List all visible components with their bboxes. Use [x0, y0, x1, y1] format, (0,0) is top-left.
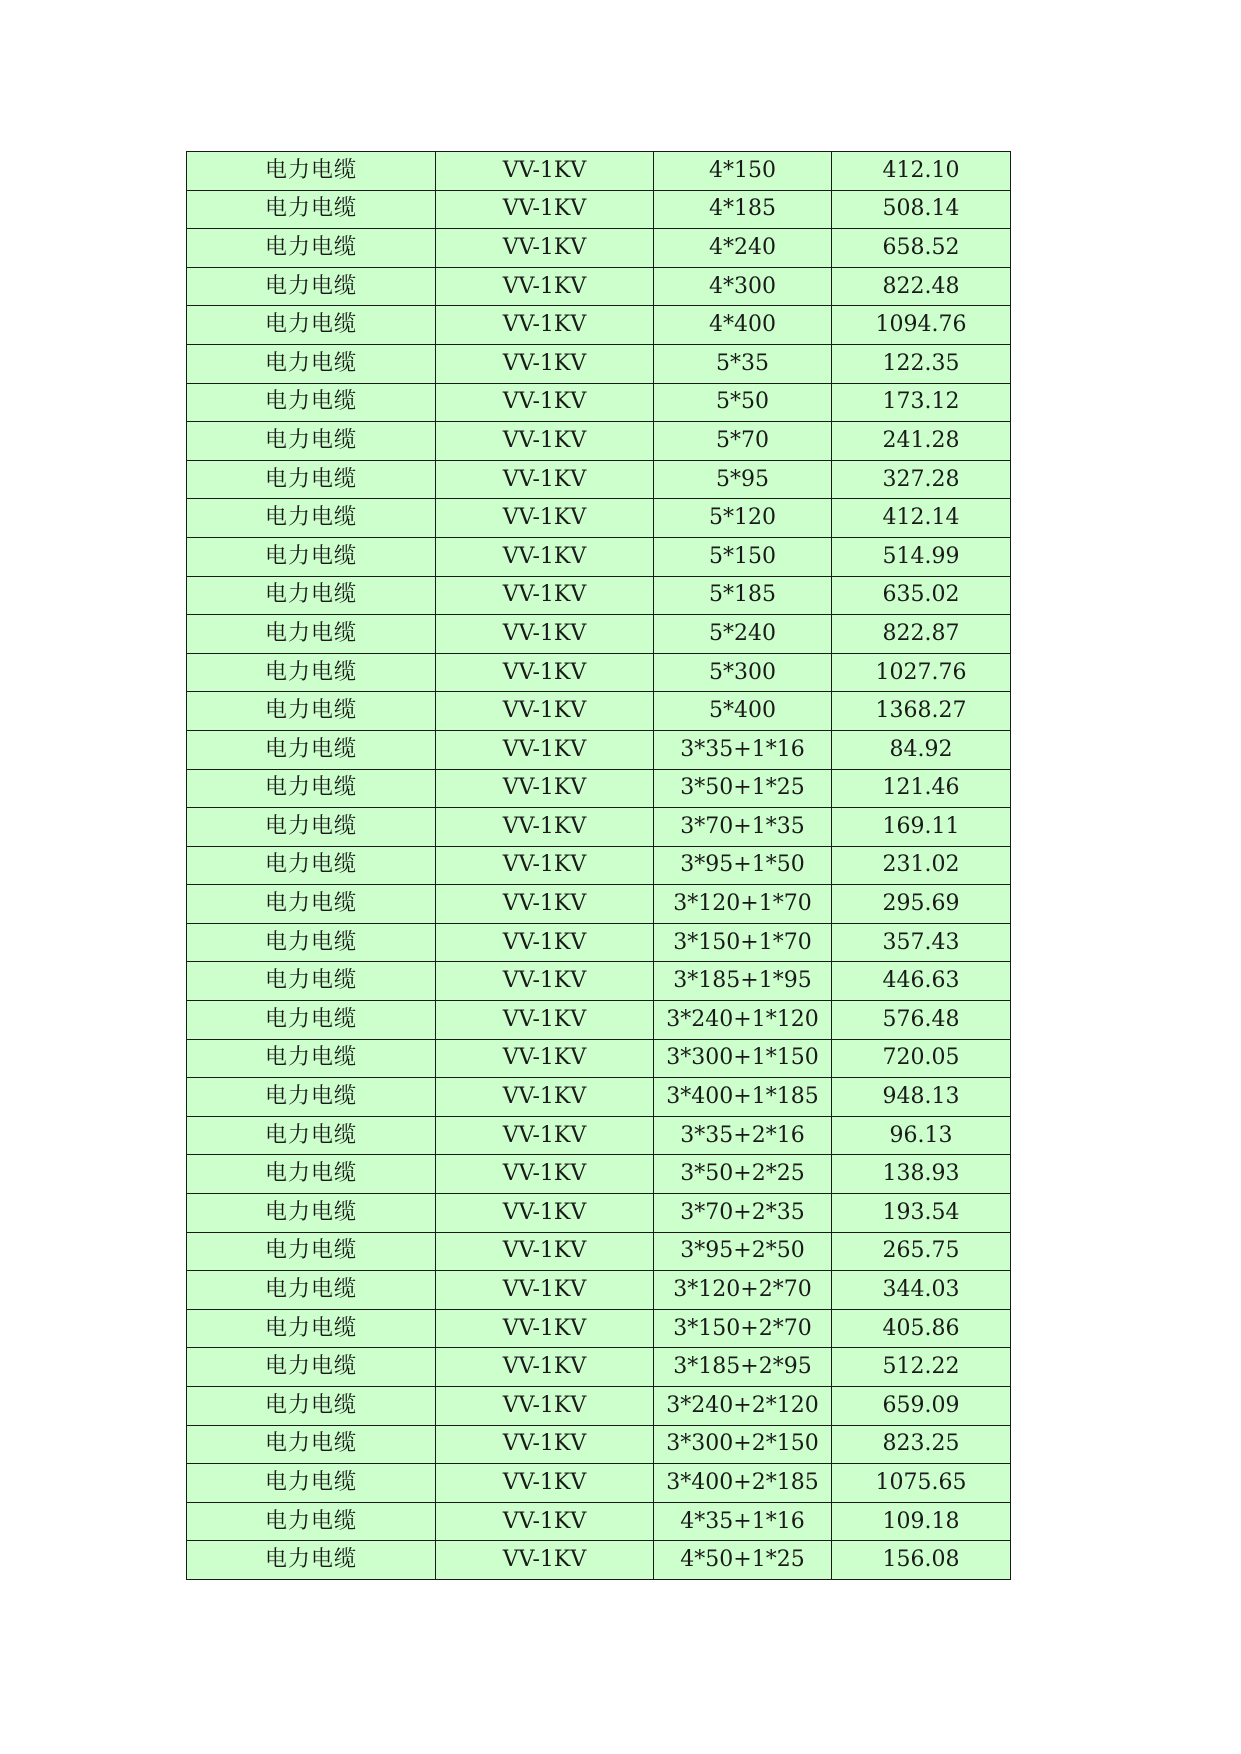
product-name-cell: 电力电缆	[187, 229, 436, 268]
table-row	[187, 306, 1011, 345]
product-name-cell: 电力电缆	[187, 1502, 436, 1541]
spec-cell: 3*400+1*185	[654, 1078, 832, 1117]
model-cell: VV-1KV	[436, 344, 654, 383]
product-name-cell: 电力电缆	[187, 576, 436, 615]
spec-cell: 3*35+1*16	[654, 730, 832, 769]
model-cell: VV-1KV	[436, 1425, 654, 1464]
table-row	[187, 653, 1011, 692]
model-cell: VV-1KV	[436, 1464, 654, 1503]
table-row	[187, 537, 1011, 576]
spec-cell: 5*150	[654, 537, 832, 576]
model-cell: VV-1KV	[436, 1116, 654, 1155]
table-row	[187, 885, 1011, 924]
price-cell: 1368.27	[832, 692, 1011, 731]
spec-cell: 3*70+1*35	[654, 808, 832, 847]
price-cell: 156.08	[832, 1541, 1011, 1580]
spec-cell: 3*120+1*70	[654, 885, 832, 924]
table-row	[187, 1194, 1011, 1233]
model-cell: VV-1KV	[436, 653, 654, 692]
price-cell: 720.05	[832, 1039, 1011, 1078]
spec-cell: 4*185	[654, 190, 832, 229]
product-name-cell: 电力电缆	[187, 267, 436, 306]
model-cell: VV-1KV	[436, 383, 654, 422]
product-name-cell: 电力电缆	[187, 152, 436, 191]
product-name-cell: 电力电缆	[187, 692, 436, 731]
product-name-cell: 电力电缆	[187, 923, 436, 962]
spec-cell: 3*300+2*150	[654, 1425, 832, 1464]
product-name-cell: 电力电缆	[187, 1116, 436, 1155]
spec-cell: 3*150+1*70	[654, 923, 832, 962]
price-cell: 193.54	[832, 1194, 1011, 1233]
spec-cell: 3*240+1*120	[654, 1001, 832, 1040]
model-cell: VV-1KV	[436, 1194, 654, 1233]
price-cell: 173.12	[832, 383, 1011, 422]
product-name-cell: 电力电缆	[187, 1348, 436, 1387]
table-row	[187, 1425, 1011, 1464]
product-name-cell: 电力电缆	[187, 808, 436, 847]
model-cell: VV-1KV	[436, 615, 654, 654]
product-name-cell: 电力电缆	[187, 730, 436, 769]
table-row	[187, 267, 1011, 306]
cable-price-table	[186, 151, 1011, 1580]
spec-cell: 3*95+2*50	[654, 1232, 832, 1271]
product-name-cell: 电力电缆	[187, 1271, 436, 1310]
price-cell: 635.02	[832, 576, 1011, 615]
product-name-cell: 电力电缆	[187, 962, 436, 1001]
spec-cell: 5*35	[654, 344, 832, 383]
price-cell: 295.69	[832, 885, 1011, 924]
model-cell: VV-1KV	[436, 537, 654, 576]
product-name-cell: 电力电缆	[187, 190, 436, 229]
table-row	[187, 460, 1011, 499]
table-row	[187, 152, 1011, 191]
table-row	[187, 1271, 1011, 1310]
spec-cell: 5*240	[654, 615, 832, 654]
price-cell: 1027.76	[832, 653, 1011, 692]
price-cell: 231.02	[832, 846, 1011, 885]
table-row	[187, 730, 1011, 769]
price-cell: 1094.76	[832, 306, 1011, 345]
price-cell: 823.25	[832, 1425, 1011, 1464]
spec-cell: 5*50	[654, 383, 832, 422]
price-cell: 122.35	[832, 344, 1011, 383]
spec-cell: 3*50+1*25	[654, 769, 832, 808]
model-cell: VV-1KV	[436, 306, 654, 345]
product-name-cell: 电力电缆	[187, 1425, 436, 1464]
spec-cell: 3*70+2*35	[654, 1194, 832, 1233]
model-cell: VV-1KV	[436, 1001, 654, 1040]
product-name-cell: 电力电缆	[187, 615, 436, 654]
spec-cell: 4*50+1*25	[654, 1541, 832, 1580]
product-name-cell: 电力电缆	[187, 1387, 436, 1426]
price-cell: 241.28	[832, 422, 1011, 461]
table-row	[187, 1001, 1011, 1040]
model-cell: VV-1KV	[436, 846, 654, 885]
model-cell: VV-1KV	[436, 499, 654, 538]
table-row	[187, 1348, 1011, 1387]
spec-cell: 4*300	[654, 267, 832, 306]
spec-cell: 3*240+2*120	[654, 1387, 832, 1426]
table-row	[187, 576, 1011, 615]
price-cell: 822.87	[832, 615, 1011, 654]
model-cell: VV-1KV	[436, 460, 654, 499]
price-cell: 169.11	[832, 808, 1011, 847]
spec-cell: 3*35+2*16	[654, 1116, 832, 1155]
model-cell: VV-1KV	[436, 1309, 654, 1348]
model-cell: VV-1KV	[436, 1078, 654, 1117]
table-row	[187, 1309, 1011, 1348]
model-cell: VV-1KV	[436, 190, 654, 229]
table-row	[187, 962, 1011, 1001]
price-cell: 84.92	[832, 730, 1011, 769]
price-cell: 822.48	[832, 267, 1011, 306]
price-cell: 446.63	[832, 962, 1011, 1001]
product-name-cell: 电力电缆	[187, 769, 436, 808]
model-cell: VV-1KV	[436, 1387, 654, 1426]
spec-cell: 5*300	[654, 653, 832, 692]
model-cell: VV-1KV	[436, 885, 654, 924]
price-cell: 658.52	[832, 229, 1011, 268]
price-cell: 138.93	[832, 1155, 1011, 1194]
model-cell: VV-1KV	[436, 1155, 654, 1194]
table-row	[187, 808, 1011, 847]
price-cell: 121.46	[832, 769, 1011, 808]
table-row	[187, 1502, 1011, 1541]
model-cell: VV-1KV	[436, 923, 654, 962]
price-cell: 512.22	[832, 1348, 1011, 1387]
price-cell: 405.86	[832, 1309, 1011, 1348]
table-row	[187, 1232, 1011, 1271]
model-cell: VV-1KV	[436, 692, 654, 731]
model-cell: VV-1KV	[436, 808, 654, 847]
product-name-cell: 电力电缆	[187, 1155, 436, 1194]
product-name-cell: 电力电缆	[187, 306, 436, 345]
spec-cell: 3*95+1*50	[654, 846, 832, 885]
spec-cell: 4*400	[654, 306, 832, 345]
price-cell: 576.48	[832, 1001, 1011, 1040]
price-cell: 1075.65	[832, 1464, 1011, 1503]
spec-cell: 5*120	[654, 499, 832, 538]
table-row	[187, 383, 1011, 422]
price-cell: 344.03	[832, 1271, 1011, 1310]
model-cell: VV-1KV	[436, 152, 654, 191]
table-row	[187, 422, 1011, 461]
table-row	[187, 499, 1011, 538]
model-cell: VV-1KV	[436, 1232, 654, 1271]
spec-cell: 4*150	[654, 152, 832, 191]
model-cell: VV-1KV	[436, 1039, 654, 1078]
model-cell: VV-1KV	[436, 962, 654, 1001]
product-name-cell: 电力电缆	[187, 1232, 436, 1271]
product-name-cell: 电力电缆	[187, 1541, 436, 1580]
product-name-cell: 电力电缆	[187, 653, 436, 692]
model-cell: VV-1KV	[436, 1348, 654, 1387]
spec-cell: 5*95	[654, 460, 832, 499]
product-name-cell: 电力电缆	[187, 1078, 436, 1117]
table-row	[187, 1541, 1011, 1580]
table-body	[187, 152, 1011, 1580]
price-cell: 96.13	[832, 1116, 1011, 1155]
model-cell: VV-1KV	[436, 1502, 654, 1541]
product-name-cell: 电力电缆	[187, 1309, 436, 1348]
table-row	[187, 229, 1011, 268]
model-cell: VV-1KV	[436, 1541, 654, 1580]
price-cell: 357.43	[832, 923, 1011, 962]
table-row	[187, 769, 1011, 808]
table-row	[187, 1387, 1011, 1426]
price-cell: 659.09	[832, 1387, 1011, 1426]
price-cell: 412.10	[832, 152, 1011, 191]
spec-cell: 3*185+1*95	[654, 962, 832, 1001]
product-name-cell: 电力电缆	[187, 422, 436, 461]
spec-cell: 4*35+1*16	[654, 1502, 832, 1541]
spec-cell: 3*120+2*70	[654, 1271, 832, 1310]
product-name-cell: 电力电缆	[187, 499, 436, 538]
product-name-cell: 电力电缆	[187, 1464, 436, 1503]
spec-cell: 5*70	[654, 422, 832, 461]
spec-cell: 3*400+2*185	[654, 1464, 832, 1503]
model-cell: VV-1KV	[436, 267, 654, 306]
table-row	[187, 1155, 1011, 1194]
model-cell: VV-1KV	[436, 422, 654, 461]
price-cell: 508.14	[832, 190, 1011, 229]
spec-cell: 3*185+2*95	[654, 1348, 832, 1387]
table-row	[187, 344, 1011, 383]
model-cell: VV-1KV	[436, 730, 654, 769]
spec-cell: 3*150+2*70	[654, 1309, 832, 1348]
table-row	[187, 1078, 1011, 1117]
product-name-cell: 电力电缆	[187, 885, 436, 924]
spec-cell: 5*400	[654, 692, 832, 731]
product-name-cell: 电力电缆	[187, 846, 436, 885]
product-name-cell: 电力电缆	[187, 1001, 436, 1040]
table-row	[187, 1464, 1011, 1503]
table-row	[187, 1116, 1011, 1155]
model-cell: VV-1KV	[436, 229, 654, 268]
table-row	[187, 615, 1011, 654]
product-name-cell: 电力电缆	[187, 1194, 436, 1233]
table-row	[187, 846, 1011, 885]
product-name-cell: 电力电缆	[187, 383, 436, 422]
price-cell: 265.75	[832, 1232, 1011, 1271]
spec-cell: 5*185	[654, 576, 832, 615]
table-row	[187, 1039, 1011, 1078]
table-row	[187, 692, 1011, 731]
spec-cell: 3*50+2*25	[654, 1155, 832, 1194]
product-name-cell: 电力电缆	[187, 344, 436, 383]
spec-cell: 4*240	[654, 229, 832, 268]
price-cell: 514.99	[832, 537, 1011, 576]
product-name-cell: 电力电缆	[187, 1039, 436, 1078]
model-cell: VV-1KV	[436, 576, 654, 615]
price-cell: 948.13	[832, 1078, 1011, 1117]
product-name-cell: 电力电缆	[187, 537, 436, 576]
model-cell: VV-1KV	[436, 769, 654, 808]
model-cell: VV-1KV	[436, 1271, 654, 1310]
spec-cell: 3*300+1*150	[654, 1039, 832, 1078]
table-row	[187, 190, 1011, 229]
price-cell: 327.28	[832, 460, 1011, 499]
product-name-cell: 电力电缆	[187, 460, 436, 499]
price-cell: 109.18	[832, 1502, 1011, 1541]
table-row	[187, 923, 1011, 962]
price-cell: 412.14	[832, 499, 1011, 538]
